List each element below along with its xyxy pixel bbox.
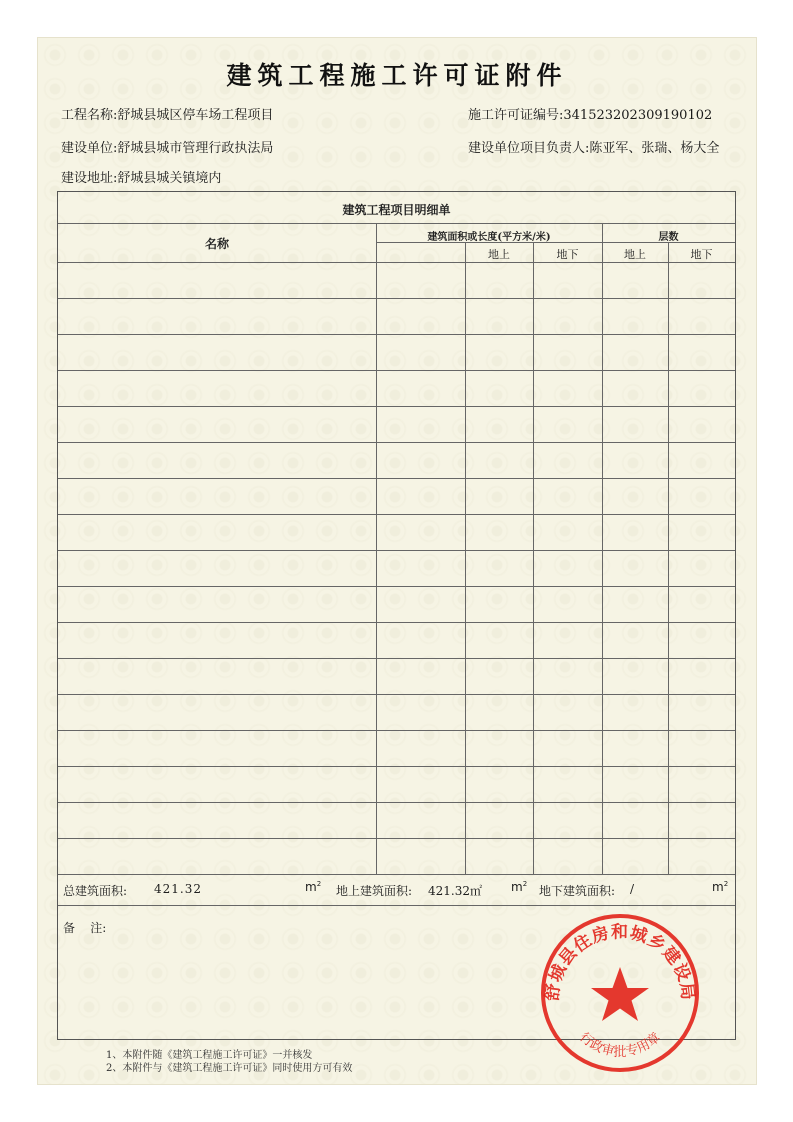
project-name-label: 工程名称: xyxy=(61,108,118,123)
permit-number-label: 施工许可证编号: xyxy=(468,108,564,123)
table-column-line xyxy=(602,223,603,874)
project-leader-label: 建设单位项目负责人: xyxy=(468,141,590,156)
subheader-divider xyxy=(376,242,735,243)
builder-label: 建设单位: xyxy=(61,141,118,156)
table-row-line xyxy=(58,478,735,479)
unit-text: m xyxy=(305,880,317,894)
note-2: 2、本附件与《建筑工程施工许可证》同时使用方可有效 xyxy=(106,1063,353,1074)
table-row-line xyxy=(58,334,735,335)
table-column-line xyxy=(668,242,669,874)
table-row-line xyxy=(58,406,735,407)
project-name-row xyxy=(61,104,273,123)
table-row-line xyxy=(58,370,735,371)
total-area-value: 421.32 xyxy=(154,882,202,896)
column-header-area: 建筑面积或长度(平方米/米) xyxy=(427,232,551,243)
totals-divider xyxy=(58,905,735,906)
column-header-name: 名称 xyxy=(204,237,229,251)
official-seal xyxy=(538,911,702,1075)
floors-above-header: 地上 xyxy=(624,248,646,261)
table-row-line xyxy=(58,514,735,515)
table-row-line xyxy=(58,442,735,443)
table-row-line xyxy=(58,838,735,839)
column-header-floors: 层数 xyxy=(658,232,679,243)
table-column-line xyxy=(465,242,466,874)
table-row-line xyxy=(58,298,735,299)
builder-value: 舒城县城市管理行政执法局 xyxy=(117,141,274,156)
remarks-label: 备 注: xyxy=(63,921,107,935)
below-area-label: 地下建筑面积: xyxy=(539,884,616,898)
table-row-line xyxy=(58,550,735,551)
project-leader-value: 陈亚军、张瑞、杨大全 xyxy=(589,141,720,156)
floors-below-header: 地下 xyxy=(690,248,713,261)
permit-number-row xyxy=(468,104,712,123)
area-below-header: 地下 xyxy=(556,248,579,261)
project-name-value: 舒城县城区停车场工程项目 xyxy=(117,108,274,123)
unit-sup: 2 xyxy=(316,880,322,888)
above-area-label: 地上建筑面积: xyxy=(336,884,413,898)
table-title: 建筑工程项目明细单 xyxy=(342,203,451,217)
table-row-line xyxy=(58,730,735,731)
table-divider xyxy=(58,223,735,224)
address-row xyxy=(61,167,221,186)
total-area-unit xyxy=(305,880,321,894)
address-label: 建设地址: xyxy=(61,171,118,186)
table-column-line xyxy=(533,242,534,874)
table-row-line xyxy=(58,874,735,875)
unit-text: m xyxy=(511,880,523,894)
below-area-value: / xyxy=(630,882,635,896)
seal-star xyxy=(591,967,649,1021)
area-above-header: 地上 xyxy=(488,248,510,261)
table-column-line xyxy=(376,223,377,874)
table-row-line xyxy=(58,802,735,803)
unit-text: m xyxy=(712,880,724,894)
note-1: 1、本附件随《建筑工程施工许可证》一并核发 xyxy=(106,1050,313,1061)
builder-row xyxy=(61,137,273,156)
seal-bottom-text: 行政审批专用章 xyxy=(576,1030,664,1060)
table-row-line xyxy=(58,694,735,695)
document-title: 建筑工程施工许可证附件 xyxy=(226,61,568,90)
document-paper xyxy=(38,38,756,1084)
above-area-unit xyxy=(511,880,527,894)
seal-top-text: 舒城县住房和城乡建设局 xyxy=(542,922,698,1002)
table-row-line xyxy=(58,586,735,587)
above-area-value: 421.32㎡ xyxy=(428,884,482,898)
project-leader-row xyxy=(468,137,719,156)
unit-sup: 2 xyxy=(522,880,528,888)
total-area-label: 总建筑面积: xyxy=(63,884,128,898)
unit-sup: 2 xyxy=(723,880,729,888)
table-row-line xyxy=(58,262,735,263)
table-row-line xyxy=(58,622,735,623)
below-area-unit xyxy=(712,880,728,894)
permit-number-value: 341523202309190102 xyxy=(563,108,713,123)
address-value: 舒城县城关镇境内 xyxy=(117,171,222,186)
table-row-line xyxy=(58,766,735,767)
table-row-line xyxy=(58,658,735,659)
